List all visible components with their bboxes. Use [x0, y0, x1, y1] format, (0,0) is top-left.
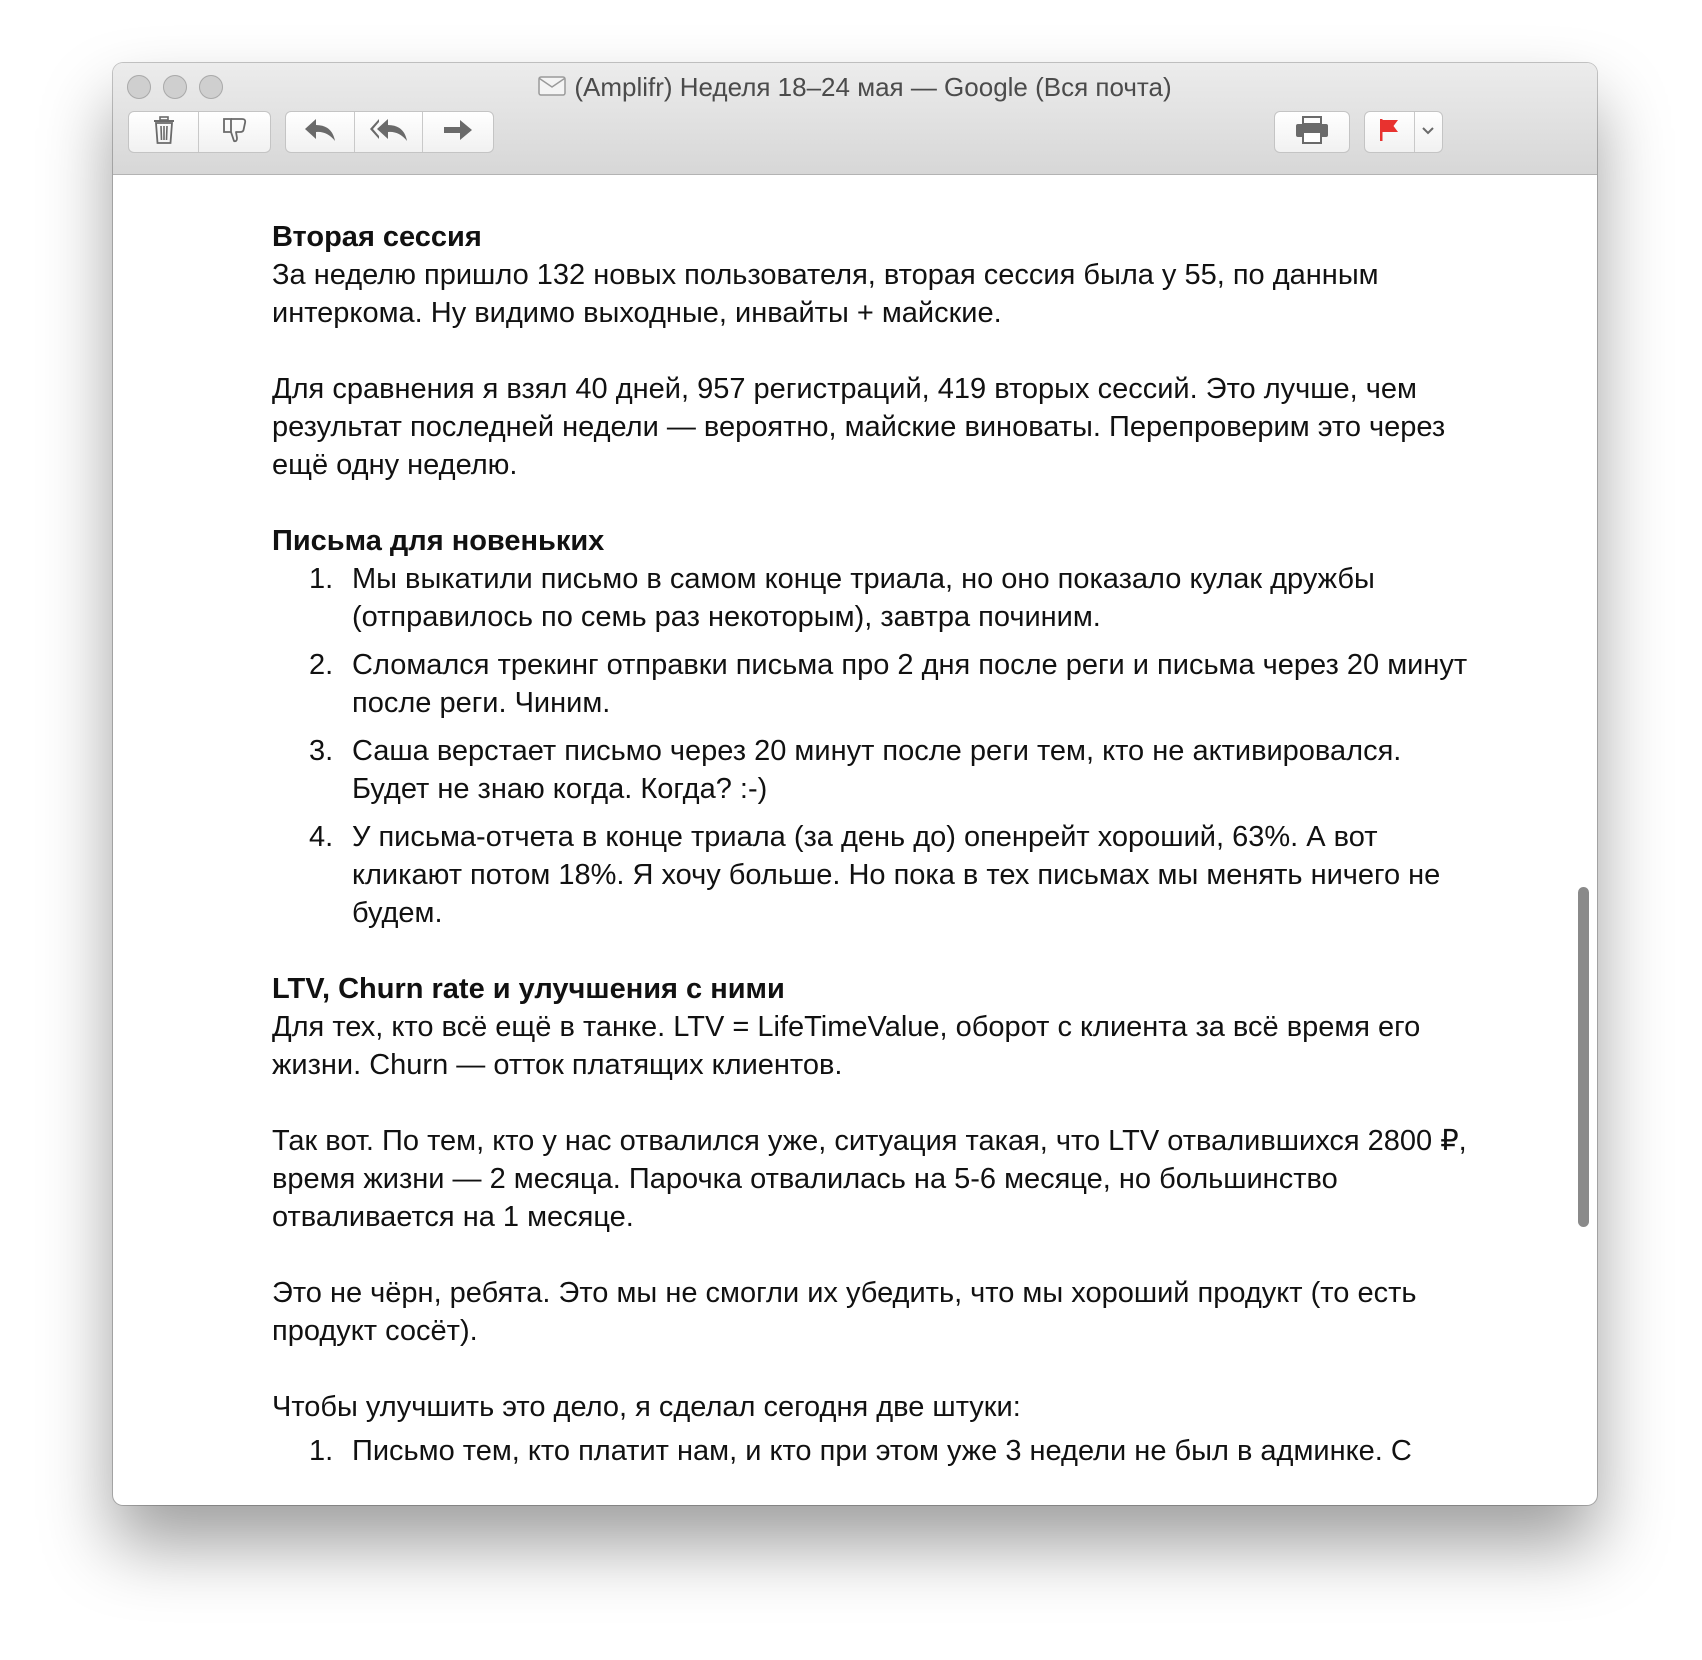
- window-title-container: [113, 71, 1597, 103]
- print-icon: [1294, 115, 1330, 150]
- paragraph: За неделю пришло 132 новых пользователя, вторая сессия была у 55, по данным интеркома. Ну видимо выходные, инвайты + майские.: [272, 259, 1379, 329]
- numbered-list: [272, 560, 1482, 932]
- list-item: [272, 1432, 1482, 1470]
- junk-button[interactable]: [199, 112, 270, 152]
- reply-icon: [303, 117, 337, 148]
- reply-all-icon: [369, 117, 409, 148]
- delete-button[interactable]: [129, 112, 199, 152]
- trash-icon: [151, 115, 177, 150]
- junk-icon: [220, 116, 250, 149]
- message-content: [113, 175, 1597, 1505]
- list-item-text: Саша верстает письмо через 20 минут после реги тем, кто не активировался. Будет не знаю когда. Когда? :-): [352, 735, 1402, 805]
- paragraph: Это не чёрн, ребята. Это мы не смогли их убедить, что мы хороший продукт (то есть продукт сосёт).: [272, 1277, 1417, 1347]
- section-heading: Вторая сессия: [272, 221, 482, 253]
- list-item-text: Письмо тем, кто платит нам, и кто при этом уже 3 недели не был в админке. С: [352, 1435, 1412, 1467]
- forward-icon: [442, 117, 474, 148]
- list-item: [272, 818, 1482, 932]
- vertical-scrollbar[interactable]: [1578, 887, 1589, 1227]
- mail-window: [113, 63, 1597, 1505]
- paragraph: Чтобы улучшить это дело, я сделал сегодня две штуки:: [272, 1391, 1021, 1423]
- list-number: 3.: [309, 735, 334, 767]
- list-number: 2.: [309, 649, 334, 681]
- section-heading: LTV, Churn rate и улучшения с ними: [272, 973, 785, 1005]
- title-bar: [113, 63, 1597, 175]
- numbered-list: [272, 1432, 1482, 1470]
- section-heading: Письма для новеньких: [272, 525, 605, 557]
- list-number: 1.: [309, 1435, 334, 1467]
- reply-all-button[interactable]: [355, 112, 422, 152]
- envelope-icon: [538, 71, 566, 103]
- list-number: 1.: [309, 563, 334, 595]
- paragraph: Так вот. По тем, кто у нас отвалился уже, ситуация такая, что LTV отвалившихся 2800 ₽, время жизни — 2 месяца. Парочка отвалилась на 5-6 месяце, но большинство отваливается на 1 месяце.: [272, 1125, 1467, 1233]
- list-item-text: Мы выкатили письмо в самом конце триала, но оно показало кулак дружбы (отправилось по семь раз некоторым), завтра починим.: [352, 563, 1375, 633]
- forward-button[interactable]: [423, 112, 493, 152]
- reply-button[interactable]: [286, 112, 355, 152]
- list-item-text: Сломался трекинг отправки письма про 2 дня после реги и письма через 20 минут после реги. Чиним.: [352, 649, 1468, 719]
- reply-forward-group: [285, 111, 494, 153]
- print-button[interactable]: [1274, 111, 1350, 153]
- flag-menu-button[interactable]: [1415, 112, 1442, 152]
- list-item: [272, 732, 1482, 808]
- flag-icon: [1378, 117, 1400, 148]
- paragraph: Для сравнения я взял 40 дней, 957 регистраций, 419 вторых сессий. Это лучше, чем результат последней недели — вероятно, майские виноваты. Перепроверим это через ещё одну неделю.: [272, 373, 1446, 481]
- chevron-down-icon: [1421, 123, 1435, 141]
- flag-group: [1364, 111, 1443, 153]
- paragraph: Для тех, кто всё ещё в танке. LTV = LifeTimeValue, оборот с клиента за всё время его жизни. Churn — отток платящих клиентов.: [272, 1011, 1421, 1081]
- window-title: (Amplifr) Неделя 18–24 мая — Google (Вся почта): [574, 72, 1172, 102]
- list-number: 4.: [309, 821, 334, 853]
- flag-button[interactable]: [1365, 112, 1415, 152]
- list-item: [272, 646, 1482, 722]
- list-item: [272, 560, 1482, 636]
- list-item-text: У письма-отчета в конце триала (за день до) опенрейт хороший, 63%. А вот кликают потом 18%. Я хочу больше. Но пока в тех письмах мы менять ничего не будем.: [352, 821, 1441, 929]
- message-body: [272, 218, 1482, 1505]
- delete-junk-group: [128, 111, 271, 153]
